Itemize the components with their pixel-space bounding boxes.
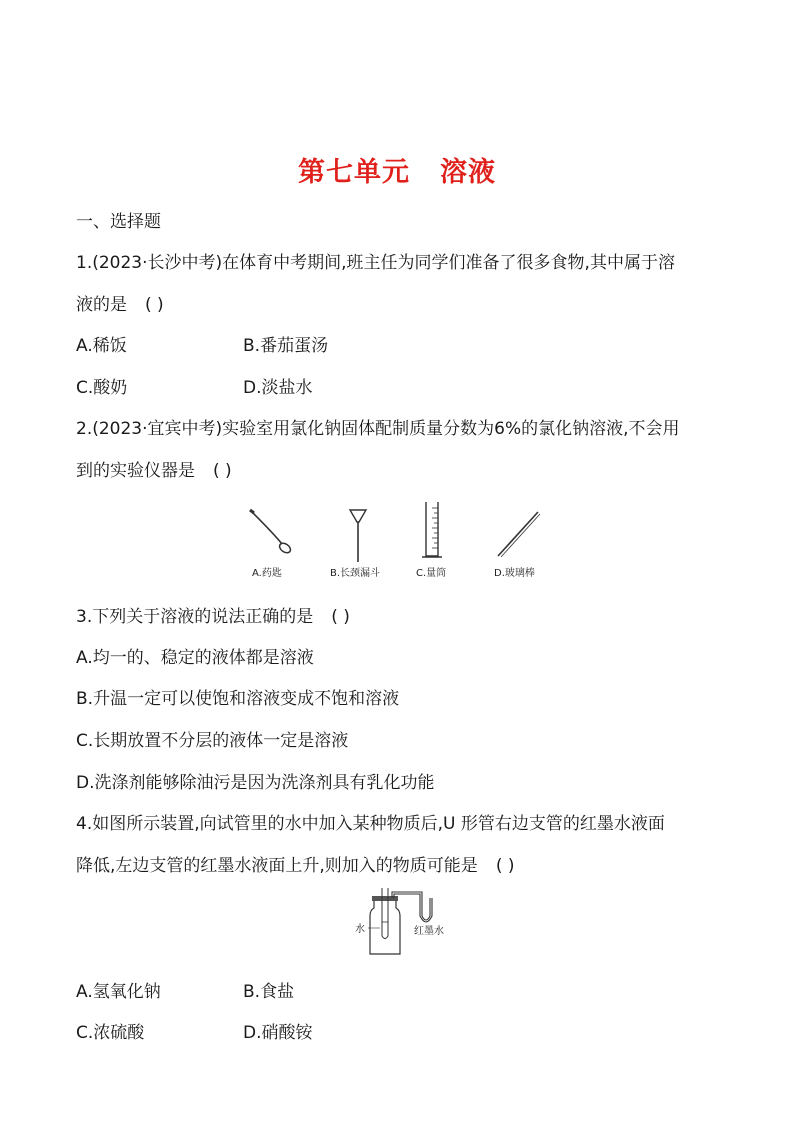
figure-label-c: C.量筒 — [416, 568, 447, 579]
question-4-stem-end: 降低,左边支管的红墨水液面上升,则加入的物质可能是 — [76, 856, 478, 876]
option-4d[interactable]: D.硝酸铵 — [243, 1023, 313, 1043]
option-4b[interactable]: B.食盐 — [243, 982, 295, 1002]
option-3b[interactable]: B.升温一定可以使饱和溶液变成不饱和溶液 — [76, 689, 400, 709]
option-3a[interactable]: A.均一的、稳定的液体都是溶液 — [76, 648, 314, 668]
question-1-line-2 — [76, 294, 164, 316]
option-1b[interactable]: B.番茄蛋汤 — [243, 336, 329, 356]
figure-label-b: B.长颈漏斗 — [330, 568, 381, 579]
question-4-line-1: 4.如图所示装置,向试管里的水中加入某种物质后,U 形管右边支管的红墨水液面 — [76, 814, 665, 834]
figure-label-a: A.药匙 — [252, 568, 282, 579]
option-1a[interactable]: A.稀饭 — [76, 336, 127, 356]
question-1-line-1: 1.(2023·长沙中考)在体育中考期间,班主任为同学们准备了很多食物,其中属于溶 — [76, 253, 675, 273]
option-4c[interactable]: C.浓硫酸 — [76, 1023, 145, 1043]
measuring-cylinder-icon[interactable] — [422, 502, 442, 557]
answer-paren: ( ) — [495, 856, 515, 876]
title-topic: 溶液 — [440, 157, 496, 188]
option-3d[interactable]: D.洗涤剂能够除油污是因为洗涤剂具有乳化功能 — [76, 773, 435, 793]
title-unit: 第七单元 — [298, 157, 410, 188]
question-2-line-1: 2.(2023·宜宾中考)实验室用氯化钠固体配制质量分数为6%的氯化钠溶液,不会用 — [76, 419, 680, 439]
page-title — [0, 150, 794, 189]
glass-rod-icon[interactable] — [498, 512, 540, 557]
question-1-stem-end: 液的是 — [76, 295, 127, 315]
section-heading: 一、选择题 — [76, 212, 161, 232]
lab-instruments-figure — [240, 498, 560, 584]
figure-label-d: D.玻璃棒 — [494, 568, 535, 579]
option-1d[interactable]: D.淡盐水 — [243, 378, 313, 398]
question-3-stem: 3.下列关于溶液的说法正确的是 — [76, 607, 314, 627]
flask-icon — [370, 896, 400, 954]
u-tube-apparatus-figure — [352, 884, 458, 958]
option-3c[interactable]: C.长期放置不分层的液体一定是溶液 — [76, 731, 349, 751]
figure-label-water: 水 — [355, 924, 365, 935]
question-2-line-2 — [76, 460, 232, 482]
option-4a[interactable]: A.氢氧化钠 — [76, 982, 161, 1002]
question-4-line-2 — [76, 855, 514, 877]
medicine-spoon-icon[interactable] — [250, 510, 292, 555]
answer-paren: ( ) — [331, 607, 350, 627]
question-2-stem-end: 到的实验仪器是 — [76, 461, 195, 481]
answer-paren: ( ) — [213, 461, 232, 481]
long-neck-funnel-icon[interactable] — [350, 510, 366, 562]
question-3-line-1 — [76, 606, 350, 628]
test-tube-icon — [382, 888, 388, 939]
figure-label-red-ink: 红墨水 — [414, 926, 444, 937]
option-1c[interactable]: C.酸奶 — [76, 378, 128, 398]
answer-paren: ( ) — [145, 295, 164, 315]
